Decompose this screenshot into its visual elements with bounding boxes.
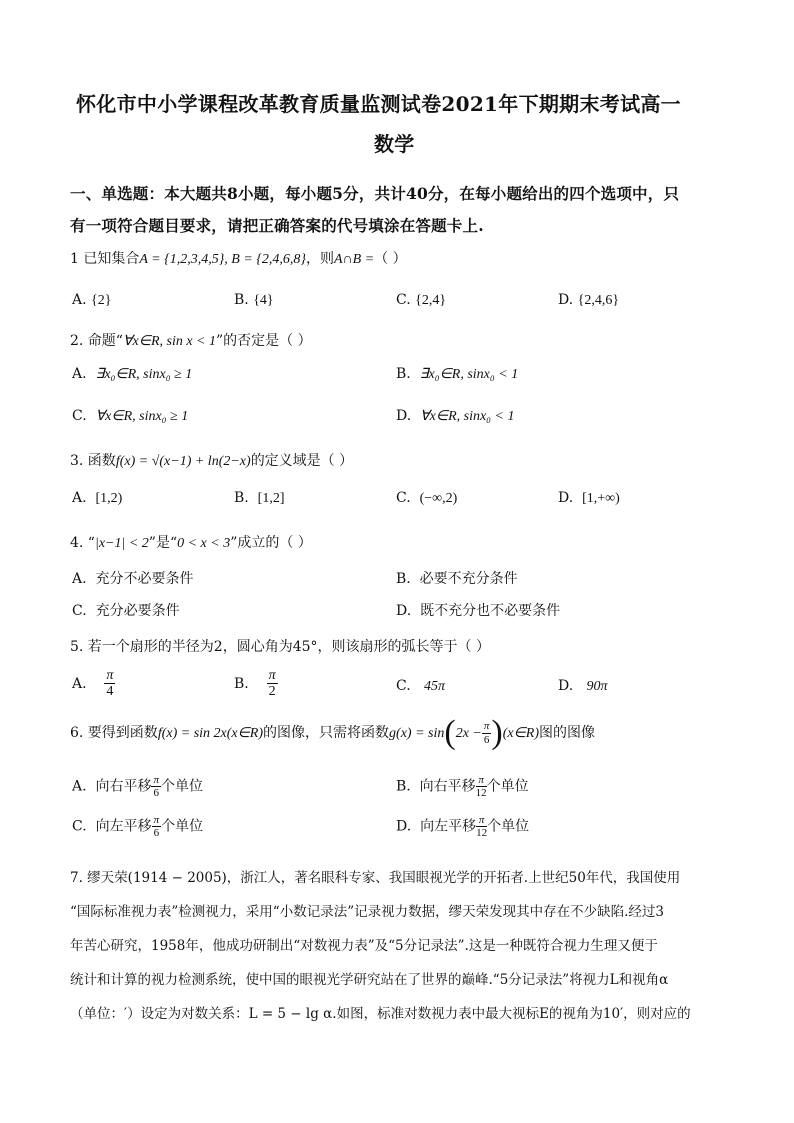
q1-stem-mid: ，则 <box>306 251 334 267</box>
fraction-denominator: 2 <box>268 684 276 700</box>
fraction-numerator: π <box>476 774 487 787</box>
q2-stem-post: ”的否定是（ ） <box>216 333 312 349</box>
option-label: C. <box>396 292 411 308</box>
q1-option-c[interactable] <box>396 292 446 309</box>
q2-option-b[interactable] <box>396 366 518 383</box>
fraction-numerator: π <box>483 720 490 733</box>
fraction-denominator: 6 <box>153 787 159 800</box>
option-label: A. <box>72 366 87 382</box>
option-label: D. <box>396 408 412 424</box>
q4-option-a[interactable] <box>72 568 193 588</box>
option-text: [1,2] <box>257 491 285 506</box>
fraction <box>482 720 492 745</box>
q1-option-d[interactable] <box>558 292 619 309</box>
question-2-stem <box>70 330 312 350</box>
q4-stem-pre: 4. “ <box>70 535 95 551</box>
q2-option-c[interactable] <box>72 408 188 425</box>
question-5-stem: 5. 若一个扇形的半径为2，圆心角为45°，则该扇形的弧长等于（ ） <box>70 639 490 655</box>
option-text: 个单位 <box>486 778 529 795</box>
q6-stem-mid: 的图像，只需将函数 <box>263 725 390 741</box>
q5-option-c[interactable] <box>396 678 445 695</box>
option-text: {2,4} <box>415 293 447 308</box>
q4-expr2: 0 < x < 3 <box>177 536 231 551</box>
q4-stem-post: ”成立的（ ） <box>230 535 312 551</box>
q3-stem-post: 的定义域是（ ） <box>250 453 354 469</box>
option-text: ∃x₀∈R, sinx₀ < 1 <box>419 367 519 382</box>
q1-sets: A = {1,2,3,4,5}, B = {2,4,6,8} <box>139 252 306 267</box>
option-label: B. <box>234 292 249 308</box>
option-text: ∀x∈R, sinx₀ < 1 <box>420 409 515 424</box>
exam-title-line2: 数学 <box>374 132 415 156</box>
option-text: 向左平移 <box>420 818 477 835</box>
fraction-denominator: 6 <box>153 827 160 840</box>
option-label: C. <box>396 678 411 694</box>
q3-option-a[interactable] <box>72 490 122 507</box>
q5-option-d[interactable] <box>558 678 608 695</box>
q1-stem-pre: 1 已知集合 <box>70 251 140 267</box>
q6-stem-pre: 6. 要得到函数 <box>70 725 158 741</box>
option-label: D. <box>558 292 574 308</box>
option-text: [1,+∞) <box>582 491 620 506</box>
option-text: 个单位 <box>160 778 203 795</box>
question-7-line1: 7. 缪天荣(1914 − 2005)，浙江人，著名眼科专家、我国眼视光学的开拓者.上世纪50年代，我国使用 <box>70 870 681 886</box>
q2-option-a[interactable] <box>72 366 192 383</box>
q3-stem-pre: 3. 函数 <box>70 453 116 469</box>
q6-g-domain: (x∈R) <box>502 726 539 741</box>
q4-option-b[interactable] <box>396 568 518 588</box>
option-label: D. <box>396 818 412 835</box>
q1-option-b[interactable] <box>234 292 274 309</box>
option-text: {2} <box>91 293 112 308</box>
q6-option-c[interactable] <box>72 814 203 839</box>
q2-stem-pre: 2. 命题“ <box>70 333 123 349</box>
q6-option-d[interactable] <box>396 814 529 839</box>
fraction-denominator: 12 <box>475 787 487 800</box>
question-7-line2: “国际标准视力表”检测视力，采用“小数记录法”记录视力数据，缪天荣发现其中存在不少缺陷.经过3 <box>70 904 664 920</box>
option-text: 45π <box>424 679 446 694</box>
option-text: ∀x∈R, sinx₀ ≥ 1 <box>95 409 189 424</box>
fraction <box>476 774 487 799</box>
option-text: 必要不充分条件 <box>419 571 518 587</box>
option-text: 向右平移 <box>419 778 476 795</box>
q4-expr1: |x−1| < 2 <box>94 536 149 551</box>
option-label: D. <box>558 678 574 694</box>
option-text: {4} <box>253 293 274 308</box>
option-label: C. <box>72 603 87 619</box>
q4-option-d[interactable] <box>396 600 560 620</box>
right-paren: ) <box>491 714 503 751</box>
option-label: D. <box>558 490 574 506</box>
question-6-stem <box>70 716 595 750</box>
question-7-line3: 年苦心研究，1958年，他成功研制出“对数视力表”及“5分记录法”.这是一种既符合视力生理又便于 <box>70 938 658 954</box>
q4-option-c[interactable] <box>72 600 180 620</box>
option-text: 向左平移 <box>95 818 152 835</box>
question-7-line5: （单位：′）设定为对数关系：L = 5 − lg α.如图，标准对数视力表中最大视标E的视角为10′，则对应的 <box>70 1006 691 1022</box>
question-1-stem <box>70 248 407 268</box>
q6-stem-post: 图的图像 <box>539 725 595 741</box>
option-text: 充分必要条件 <box>95 603 180 619</box>
question-7-line4: 统计和计算的视力检测系统，使中国的眼视光学研究站在了世界的巅峰.“5分记录法”将视力L和视角α <box>70 972 669 988</box>
option-label: A. <box>72 292 87 308</box>
left-paren: ( <box>444 714 456 751</box>
question-3-stem <box>70 450 353 470</box>
option-label: A. <box>72 675 87 692</box>
q1-option-a[interactable] <box>72 292 111 309</box>
fraction-numerator: π <box>268 668 276 683</box>
option-label: D. <box>396 603 412 619</box>
option-text: ∃x₀∈R, sinx₀ ≥ 1 <box>95 367 193 382</box>
q3-option-d[interactable] <box>558 490 620 507</box>
fraction <box>267 668 278 700</box>
section-header-line1: 一、单选题：本大题共8小题，每小题5分，共计40分，在每小题给出的四个选项中，只 <box>70 184 680 203</box>
option-label: B. <box>234 675 249 692</box>
q3-option-c[interactable] <box>396 490 457 507</box>
question-4-stem <box>70 532 312 552</box>
fraction-numerator: π <box>153 774 159 786</box>
option-text: 90π <box>586 679 608 694</box>
fraction <box>476 814 487 839</box>
option-text: [1,2) <box>95 491 123 506</box>
option-label: B. <box>396 571 411 587</box>
option-label: B. <box>234 490 249 506</box>
section-header-line2: 有一项符合题目要求，请把正确答案的代号填涂在答题卡上. <box>70 216 484 235</box>
fraction-numerator: π <box>153 814 160 826</box>
q6-g-inner: 2x − <box>455 726 482 741</box>
q6-option-b[interactable] <box>396 774 529 799</box>
option-label: A. <box>72 778 87 795</box>
q3-expr: f(x) = √(x−1) + ln(2−x) <box>115 454 251 469</box>
q2-expr: ∀x∈R, sin x < 1 <box>122 334 217 349</box>
q4-stem-mid: ”是“ <box>148 535 178 551</box>
fraction <box>152 814 162 839</box>
exam-title-line1: 怀化市中小学课程改革教育质量监测试卷2021年下期期末考试高一 <box>76 92 681 116</box>
option-text: 个单位 <box>161 818 204 835</box>
option-label: A. <box>72 571 87 587</box>
option-text: 充分不必要条件 <box>95 571 194 587</box>
option-text: 既不充分也不必要条件 <box>420 603 561 619</box>
q5-option-a[interactable] <box>72 668 115 700</box>
option-label: B. <box>396 778 411 795</box>
q1-expr: A∩B = <box>334 252 375 267</box>
option-label: B. <box>396 366 411 382</box>
option-label: A. <box>72 490 87 506</box>
fraction-numerator: π <box>476 814 487 827</box>
fraction-denominator: 4 <box>106 684 114 700</box>
fraction-numerator: π <box>106 668 114 683</box>
fraction-denominator: 12 <box>476 827 488 840</box>
option-text: (−∞,2) <box>419 491 458 506</box>
option-text: {2,4,6} <box>577 293 620 308</box>
option-text: 向右平移 <box>95 778 152 795</box>
option-label: C. <box>72 818 87 835</box>
q1-stem-post: （ ） <box>374 251 407 267</box>
q2-option-d[interactable] <box>396 408 515 425</box>
fraction-denominator: 6 <box>483 733 490 746</box>
q6-option-a[interactable] <box>72 774 203 799</box>
q6-g-func: g(x) = sin <box>389 726 445 741</box>
fraction <box>104 668 115 700</box>
q6-expr1: f(x) = sin 2x(x∈R) <box>157 726 264 741</box>
option-label: C. <box>72 408 87 424</box>
q5-option-b[interactable] <box>234 668 278 700</box>
option-text: 个单位 <box>487 818 530 835</box>
option-label: C. <box>396 490 411 506</box>
fraction <box>151 774 161 799</box>
q3-option-b[interactable] <box>234 490 284 507</box>
